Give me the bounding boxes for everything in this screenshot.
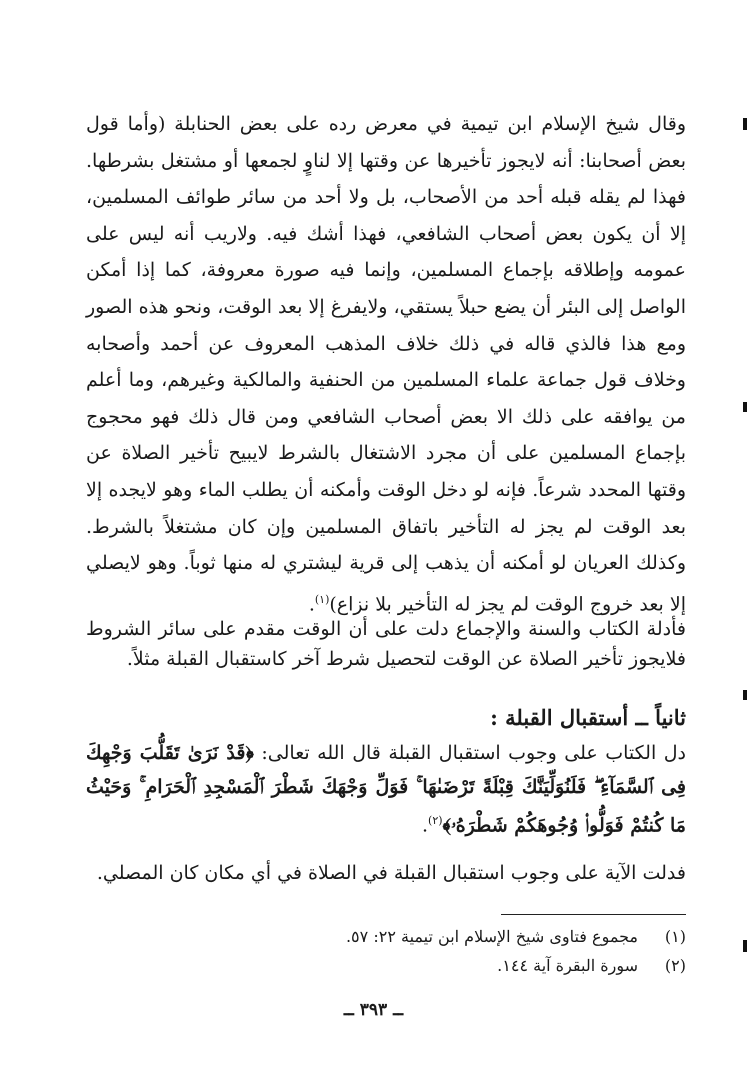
page-number: ــ ٣٩٣ ــ <box>343 1000 404 1020</box>
paragraph-verse-conclusion: فدلت الآية على وجوب استقبال القبلة في الصلاة في أي مكان كان المصلي. <box>96 862 686 884</box>
paragraph-ibn-taymiyya-quote: وقال شيخ الإسلام ابن تيمية في معرض رده على بعض الحنابلة (وأما قول بعض أصحابنا: أنه لايجوز تأخيرها عن وقتها إلا لناوٍ لجمعها أو مشتغل بشرطها. فهذا لم يقله قبله أحد من الأصحاب، بل ولا أحد من سائر طوائف المسلمين، إلا أن يكون بعض أصحاب الشافعي، فهذا أشك فيه. ولاريب أنه ليس على عمومه وإطلاقه بإجماع المسلمين، وإنما فيه صورة معروفة، كما إذا أمكن الواصل إلى البئر أن يضع حبلاً يستقي، ولايفرغ إلا بعد الوقت، ونحو هذه الصور ومع هذا فالذي قاله في ذلك خلاف المذهب المعروف عن أحمد وأصحابه وخلاف قول جماعة علماء المسلمين من الحنفية والمالكية وغيرهم، وما أعلم من يوافقه على ذلك الا بعض أصحاب الشافعي ومن قال ذلك فهو محجوج بإجماع المسلمين على أن مجرد الاشتغال بالشرط لايبيح تأخير الصلاة عن وقتها المحدد شرعاً. فإنه لو دخل الوقت وأمكنه أن يطلب الماء وهو لايجده إلا بعد الوقت لم يجز له التأخير باتفاق المسلمين وإن كان مشتغلاً بالشرط. وكذلك العريان لو أمكنه أن يذهب إلى قرية ليشتري له منها ثوباً. وهو لايصلي إلا بعد خروج الوقت لم يجز له التأخير بلا نزاع)$^{(١)}$. <box>86 113 686 616</box>
scan-edge-mark <box>743 690 747 700</box>
footnote-text: مجموع فتاوى شيخ الإسلام ابن تيمية ٢٢: ٥٧. <box>345 927 638 946</box>
footnote-item <box>86 951 686 980</box>
footnote-ref-1[interactable]: (١) <box>314 592 330 606</box>
footnote-divider <box>501 914 686 915</box>
footnotes <box>86 922 686 980</box>
footnote-ref-2[interactable]: (٢) <box>428 814 443 827</box>
scan-edge-mark <box>743 940 747 952</box>
scan-edge-mark <box>743 118 747 130</box>
paragraph-qibla-verse: دل الكتاب على وجوب استقبال القبلة قال الله تعالى: ﴿قَدْ نَرَىٰ تَقَلُّبَ وَجْهِكَ فِى ٱلسَّمَآءِ ۖ فَلَنُوَلِّيَنَّكَ قِبْلَةً تَرْضَىٰهَا ۚ فَوَلِّ وَجْهَكَ شَطْرَ ٱلْمَسْجِدِ ٱلْحَرَامِ ۚ وَحَيْثُ مَا كُنتُمْ فَوَلُّوا۟ وُجُوهَكُمْ شَطْرَهُۥ﴾$^{(٢)}$. <box>86 742 686 837</box>
footnote-number: (٢) <box>664 956 686 975</box>
footnote-text: سورة البقرة آية ١٤٤. <box>497 956 638 975</box>
footnote-item <box>86 922 686 951</box>
scan-edge-mark <box>743 402 747 412</box>
quran-verse: ﴿قَدْ نَرَىٰ تَقَلُّبَ وَجْهِكَ فِى ٱلسَّمَآءِ ۖ فَلَنُوَلِّيَنَّكَ قِبْلَةً تَرْضَىٰهَا ۚ فَوَلِّ وَجْهَكَ شَطْرَ ٱلْمَسْجِدِ ٱلْحَرَامِ ۚ وَحَيْثُ مَا كُنتُمْ فَوَلُّوا۟ وُجُوهَكُمْ شَطْرَهُۥ﴾ <box>86 742 686 837</box>
section-heading-qibla: ثانياً ــ أستقبال القبلة : <box>490 705 686 730</box>
footnote-number: (١) <box>664 927 686 946</box>
paragraph-evidence-time: فأدلة الكتاب والسنة والإجماع دلت على أن الوقت مقدم على سائر الشروط فلايجوز تأخير الصلاة عن الوقت لتحصيل شرط آخر كاستقبال القبلة مثلاً. <box>86 618 686 670</box>
